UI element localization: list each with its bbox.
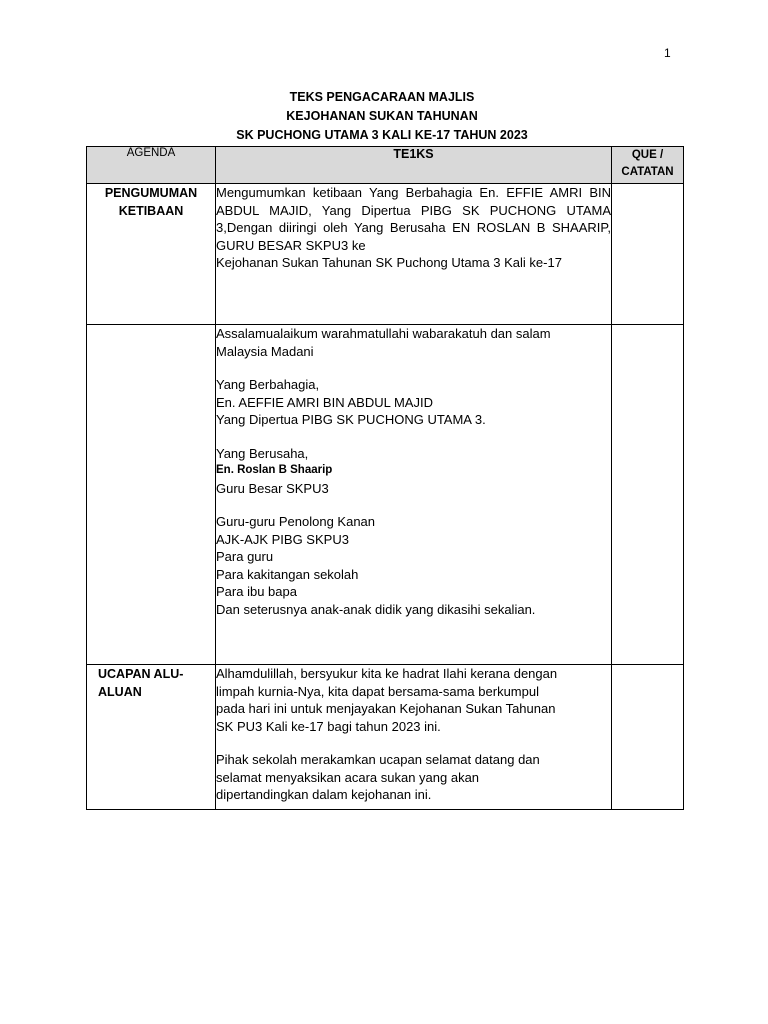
agenda-cell [87,325,216,665]
speech-line: SK PU3 Kali ke-17 bagi tahun 2023 ini. [216,718,441,734]
table-row [87,325,684,665]
list-item: AJK-AJK PIBG SKPU3 [216,531,349,547]
speech-line: Alhamdulillah, bersyukur kita ke hadrat Ilahi kerana dengan [216,666,558,681]
list-item: Para kakitangan sekolah [216,566,359,582]
headmaster-name: En. Roslan B Shaarip [216,464,333,476]
greeting-line: Assalamualaikum warahmatullahi wabarakatuh dan salam [216,326,551,341]
list-item: Guru-guru Penolong Kanan [216,514,376,529]
header-que-line1: QUE / [631,149,664,161]
event-title: KEJOHANAN SUKAN TAHUNAN [286,109,478,123]
text-cell [216,325,612,665]
speech-line: selamat menyaksikan acara sukan yang akan [216,769,480,785]
catatan-cell [612,665,684,810]
agenda-label-line1: PENGUMUMAN [104,186,198,200]
agenda-label-line2: KETIBAAN [118,204,184,218]
page-number: 1 [664,46,671,60]
list-item: Para ibu bapa [216,584,297,599]
greeting-line: Malaysia Madani [216,343,314,359]
speech-line: Pihak sekolah merakamkan ucapan selamat datang dan [216,752,540,767]
vip-title: Yang Berbahagia, [216,377,320,392]
agenda-label-line2: ALUAN [98,685,142,699]
announcement-text-last: Kejohanan Sukan Tahunan SK Puchong Utama 3 Kali ke-17 [216,255,562,270]
headmaster-role: Guru Besar SKPU3 [216,480,329,496]
text-cell [216,665,612,810]
speech-line: limpah kurnia-Nya, kita dapat bersama-sama berkumpul [216,683,539,699]
headmaster-title: Yang Berusaha, [216,445,309,461]
table-header-row [87,147,684,184]
announcement-text: Mengumumkan ketibaan Yang Berbahagia En. EFFIE AMRI BIN ABDUL MAJID, Yang Dipertua PIBG SK PUCHONG UTAMA 3,Dengan diiringi oleh Yang Berusaha EN ROSLAN B SHAARIP, GURU BESAR SKPU3 ke [216,185,611,253]
agenda-label-line1: UCAPAN ALU- [98,667,184,681]
table-row [87,665,684,810]
speech-line: pada hari ini untuk menjayakan Kejohanan Sukan Tahunan [216,701,556,716]
vip-role: Yang Dipertua PIBG SK PUCHONG UTAMA 3. [216,412,486,427]
table-row [87,184,684,325]
list-item: Dan seterusnya anak-anak didik yang dikasihi sekalian. [216,601,536,617]
text-cell [216,184,612,325]
school-title: SK PUCHONG UTAMA 3 KALI KE-17 TAHUN 2023 [236,128,528,142]
list-item: Para guru [216,549,274,564]
header-que-line2: CATATAN [621,166,674,178]
agenda-table [86,146,684,810]
document-title: TEKS PENGACARAAN MAJLIS [289,90,475,104]
vip-name: En. AEFFIE AMRI BIN ABDUL MAJID [216,394,433,410]
header-teks: TE1KS [216,147,612,184]
catatan-cell [612,184,684,325]
agenda-cell [87,665,216,810]
agenda-cell [87,184,216,325]
catatan-cell [612,325,684,665]
header-agenda: AGENDA [87,147,216,184]
speech-line: dipertandingkan dalam kejohanan ini. [216,787,432,802]
header-que-catatan [612,147,684,184]
